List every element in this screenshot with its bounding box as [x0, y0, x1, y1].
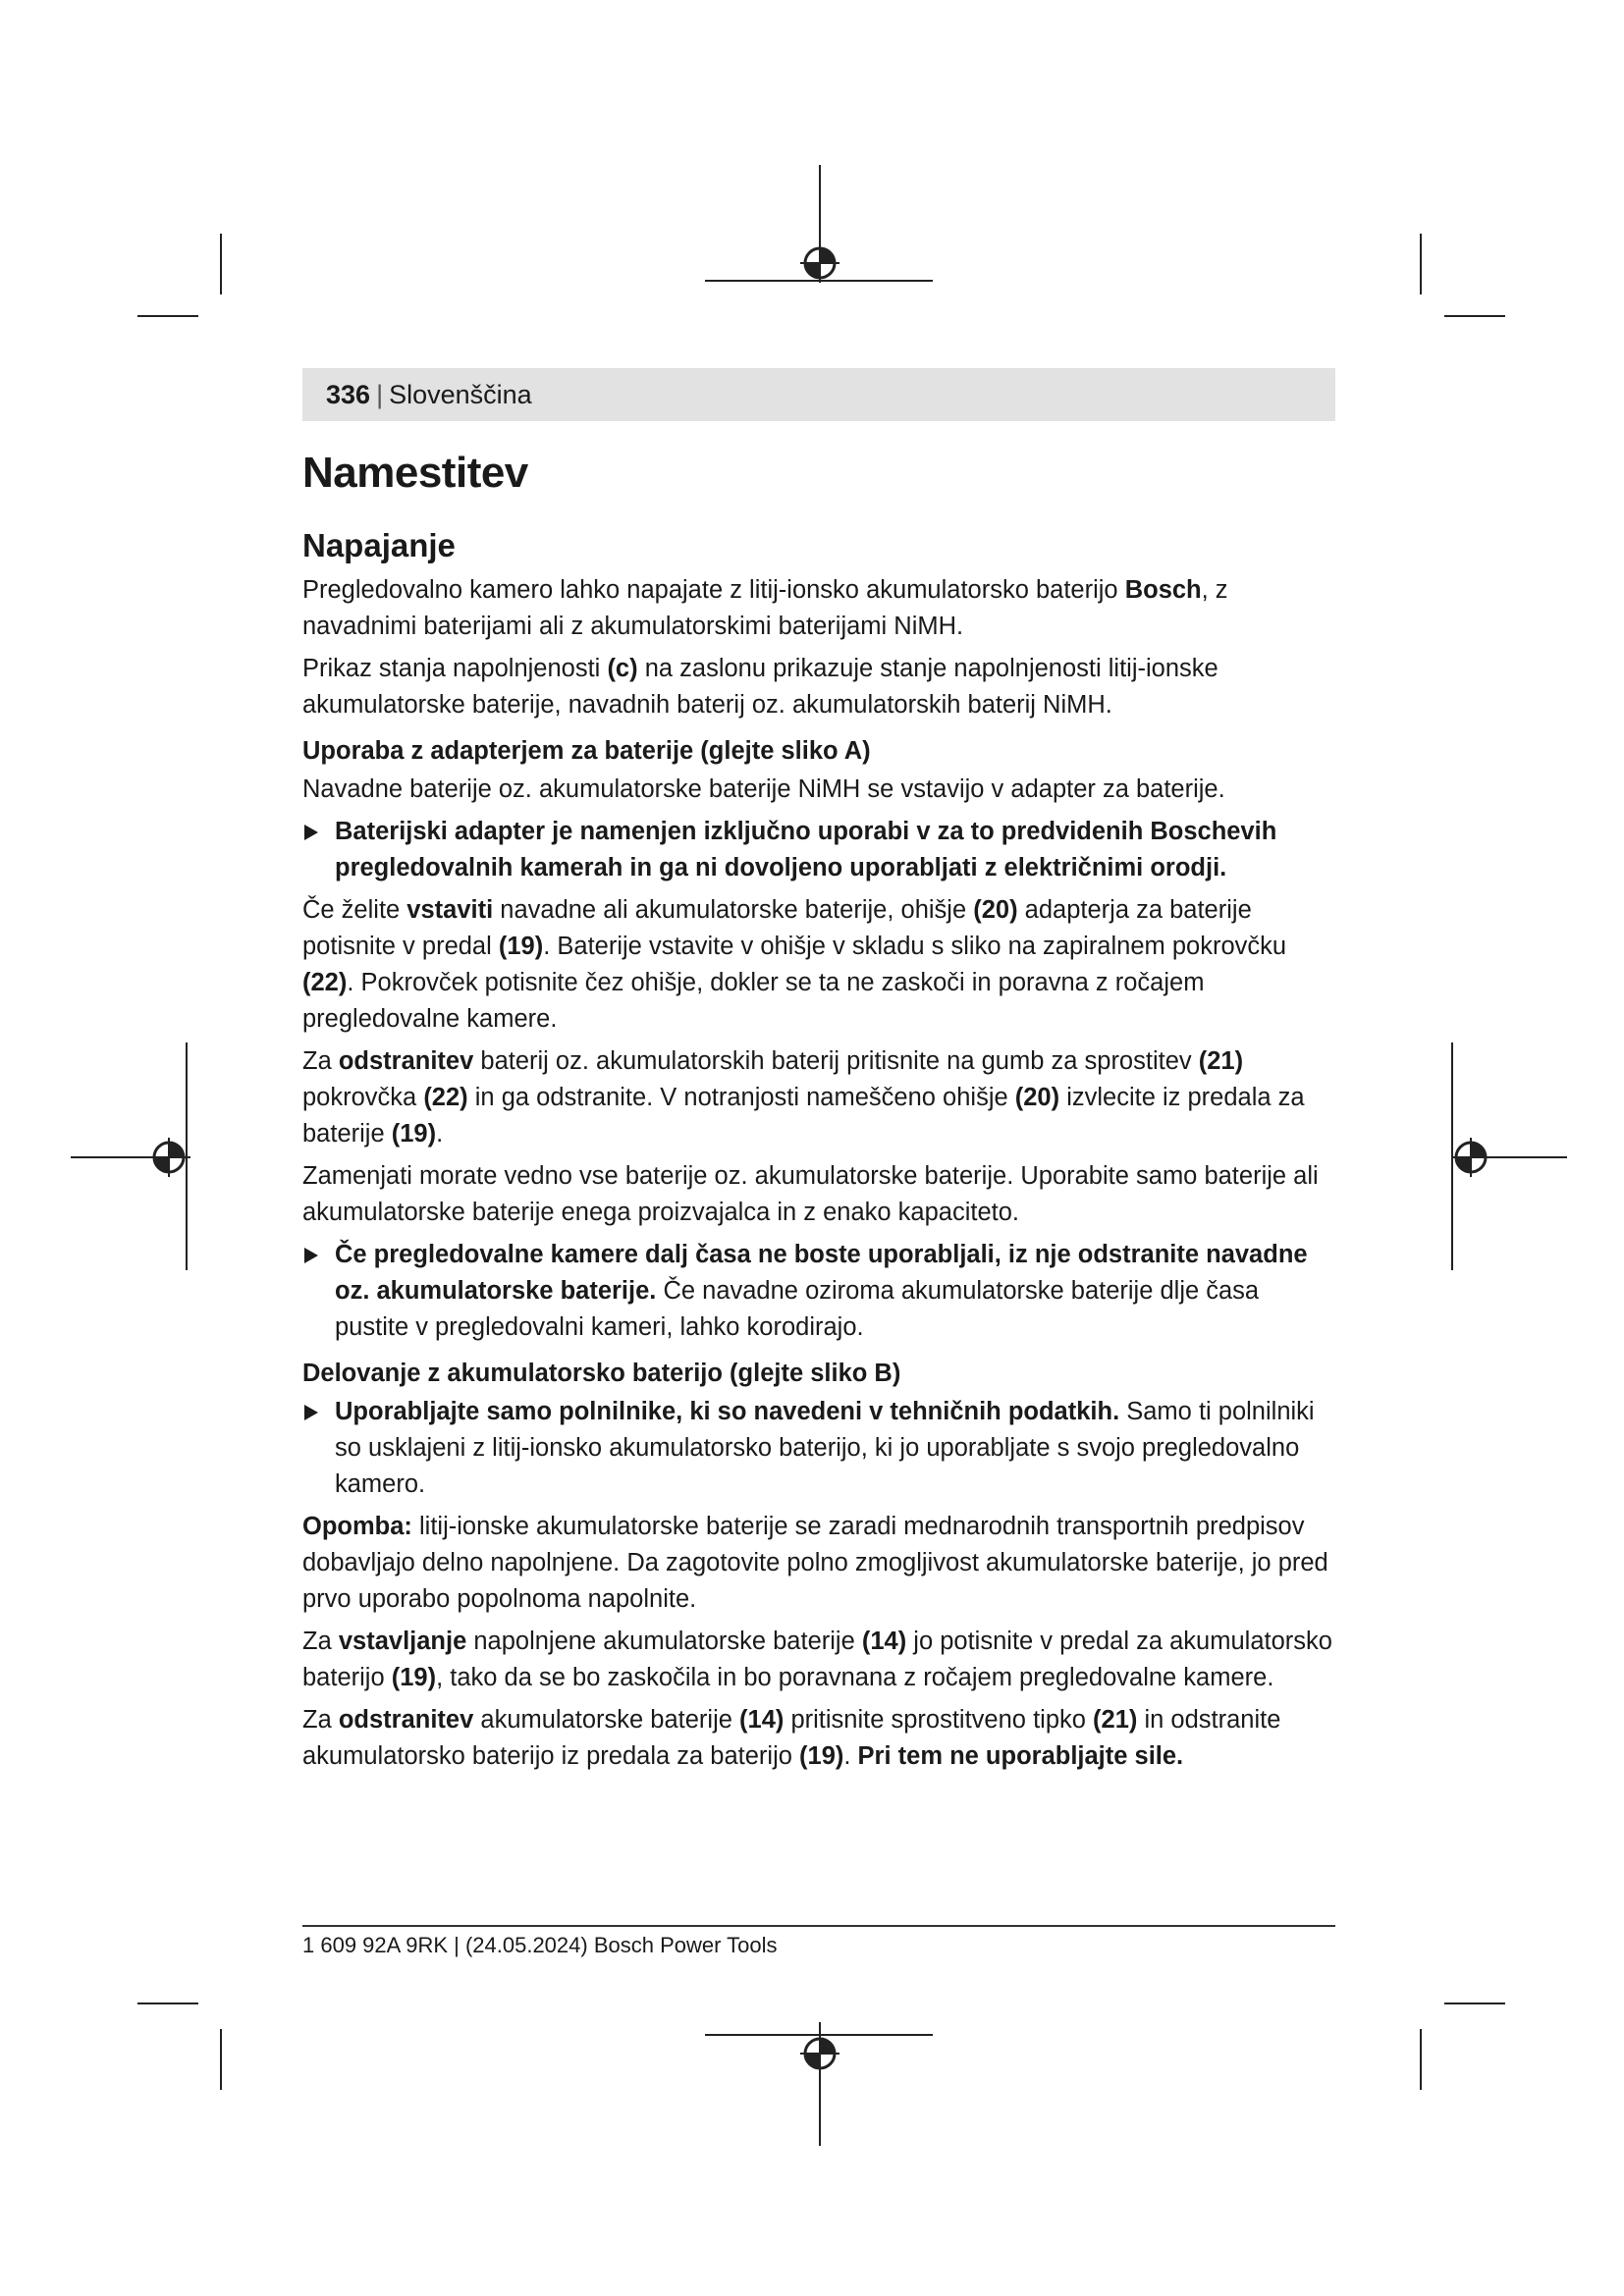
crop-mark-top-right-h	[1444, 315, 1505, 317]
crop-mark-bottom-left-v	[220, 2029, 222, 2090]
registration-mark-icon	[149, 1138, 189, 1177]
header-language: Slovenščina	[389, 379, 532, 409]
bullet-warning	[302, 1237, 1335, 1346]
text: baterij oz. akumulatorskih baterij pritisnite na gumb za sprostitev	[473, 1047, 1199, 1075]
bold-text: odstranitev	[338, 1047, 474, 1075]
paragraph	[302, 572, 1335, 645]
bullet-warning	[302, 1394, 1335, 1503]
text: .	[843, 1742, 858, 1770]
bold-text: (14)	[739, 1706, 785, 1734]
paragraph	[302, 1509, 1335, 1618]
paragraph	[302, 1043, 1335, 1152]
text: Pregledovalno kamero lahko napajate z litij-ionsko akumulatorsko baterijo	[302, 576, 1125, 604]
text: . Baterije vstavite v ohišje v skladu s sliko na zapiralnem pokrovčku	[543, 933, 1287, 960]
bold-text: Opomba:	[302, 1513, 412, 1540]
text: napolnjene akumulatorske baterije	[466, 1628, 862, 1655]
bullet-warning	[302, 814, 1335, 886]
text: izvlecite iz predala za baterije	[302, 1084, 1305, 1148]
crop-mark-bottom-right-v	[1420, 2029, 1422, 2090]
bold-text: (22)	[302, 969, 348, 996]
text: , z navadnimi baterijami ali z akumulatorskimi baterijami NiMH.	[302, 576, 1228, 640]
footer-text: 1 609 92A 9RK | (24.05.2024) Bosch Power Tools	[302, 1933, 778, 1957]
section-heading-akumulator: Delovanje z akumulatorsko baterijo (glejte sliko B)	[302, 1360, 901, 1387]
text: Za	[302, 1628, 339, 1655]
paragraph	[302, 651, 1335, 723]
text: Če navadne oziroma akumulatorske baterije dlje časa pustite v pregledovalni kameri, lahko korodirajo.	[335, 1277, 1260, 1341]
registration-mark-icon	[800, 243, 839, 283]
paragraph	[302, 1702, 1335, 1775]
text: in odstranite akumulatorsko baterijo iz predala za baterijo	[302, 1706, 1281, 1770]
text: , tako da se bo zaskočila in bo poravnana z ročajem pregledovalne kamere.	[436, 1664, 1274, 1691]
text: na zaslonu prikazuje stanje napolnjenosti litij-ionske akumulatorske baterije, navadnih baterij oz. akumulatorskih baterij NiMH.	[302, 655, 1218, 719]
bullet-triangle-icon	[304, 1405, 318, 1420]
bold-text: Pri tem ne uporabljajte sile.	[857, 1742, 1184, 1770]
header-separator: |	[376, 379, 384, 409]
text: jo potisnite v predal za akumulatorsko baterijo	[302, 1628, 1332, 1691]
bold-text: (21)	[1093, 1706, 1138, 1734]
text: pritisnite sprostitveno tipko	[784, 1706, 1094, 1734]
text: .	[436, 1120, 444, 1148]
bold-text: (19)	[391, 1664, 437, 1691]
bold-text: vstaviti	[406, 896, 494, 924]
text: adapterja za baterije potisnite v predal	[302, 896, 1252, 960]
bold-text: Uporabljajte samo polnilnike, ki so navedeni v tehničnih podatkih.	[335, 1398, 1120, 1425]
page-title: Namestitev	[302, 449, 528, 497]
bold-text: (c)	[607, 655, 638, 682]
text: Za	[302, 1047, 339, 1075]
registration-mark-icon	[1451, 1138, 1490, 1177]
paragraph	[302, 892, 1335, 1038]
text: Če želite	[302, 896, 407, 924]
bold-text: (20)	[973, 896, 1018, 924]
section-heading-napajanje: Napajanje	[302, 527, 456, 563]
text: Prikaz stanja napolnjenosti	[302, 655, 608, 682]
text: litij-ionske akumulatorske baterije se zaradi mednarodnih transportnih predpisov dobavljajo delno napolnjene. Da zagotovite polno zmogljivost akumulatorske baterije, jo pred prvo uporabo popolnoma napolnite.	[302, 1513, 1328, 1613]
crop-mark-bottom-right-h	[1444, 2002, 1505, 2004]
page-content	[302, 368, 1335, 1781]
text: akumulatorske baterije	[473, 1706, 740, 1734]
paragraph: Zamenjati morate vedno vse baterije oz. akumulatorske baterije. Uporabite samo baterije ali akumulatorske baterije enega proizvajalca in z enako kapaciteto.	[302, 1162, 1319, 1226]
bold-text: Baterijski adapter je namenjen izključno uporabi v za to predvidenih Boschevih pregledovalnih kamerah in ga ni dovoljeno uporabljati z električnimi orodji.	[335, 818, 1277, 881]
text: . Pokrovček potisnite čez ohišje, dokler se ta ne zaskoči in poravna z ročajem pregledovalne kamere.	[302, 969, 1205, 1033]
text: pokrovčka	[302, 1084, 424, 1111]
bold-text: Bosch	[1124, 576, 1202, 604]
bold-text: (20)	[1014, 1084, 1060, 1111]
page-header	[302, 368, 1335, 421]
crop-mark-top-left-h	[137, 315, 198, 317]
section-heading-adapter: Uporaba z adapterjem za baterije (glejte sliko A)	[302, 737, 871, 765]
crop-mark-top-right-v	[1420, 234, 1422, 294]
crop-mark-bottom-left-h	[137, 2002, 198, 2004]
bold-text: odstranitev	[338, 1706, 474, 1734]
bold-text: (21)	[1198, 1047, 1244, 1075]
bold-text: vstavljanje	[338, 1628, 467, 1655]
crop-mark-top-left-v	[220, 234, 222, 294]
page-number: 336	[326, 379, 371, 409]
bullet-triangle-icon	[304, 825, 318, 840]
page-footer	[302, 1925, 1335, 1958]
bold-text: (22)	[423, 1084, 468, 1111]
registration-mark-icon	[800, 2034, 839, 2073]
paragraph	[302, 1624, 1335, 1696]
bullet-triangle-icon	[304, 1248, 318, 1263]
text: in ga odstranite. V notranjosti nameščeno ohišje	[467, 1084, 1015, 1111]
bold-text: (19)	[498, 933, 544, 960]
text: Za	[302, 1706, 339, 1734]
text: Samo ti polnilniki so usklajeni z litij-ionsko akumulatorsko baterijo, ki jo uporabljate s svojo pregledovalno kamero.	[335, 1398, 1315, 1498]
bold-text: (19)	[391, 1120, 437, 1148]
bold-text: Če pregledovalne kamere dalj časa ne boste uporabljali, iz nje odstranite navadne oz. akumulatorske baterije.	[335, 1241, 1308, 1305]
text: navadne ali akumulatorske baterije, ohišje	[493, 896, 974, 924]
paragraph: Navadne baterije oz. akumulatorske baterije NiMH se vstavijo v adapter za baterije.	[302, 775, 1225, 803]
bold-text: (14)	[861, 1628, 907, 1655]
bold-text: (19)	[799, 1742, 844, 1770]
